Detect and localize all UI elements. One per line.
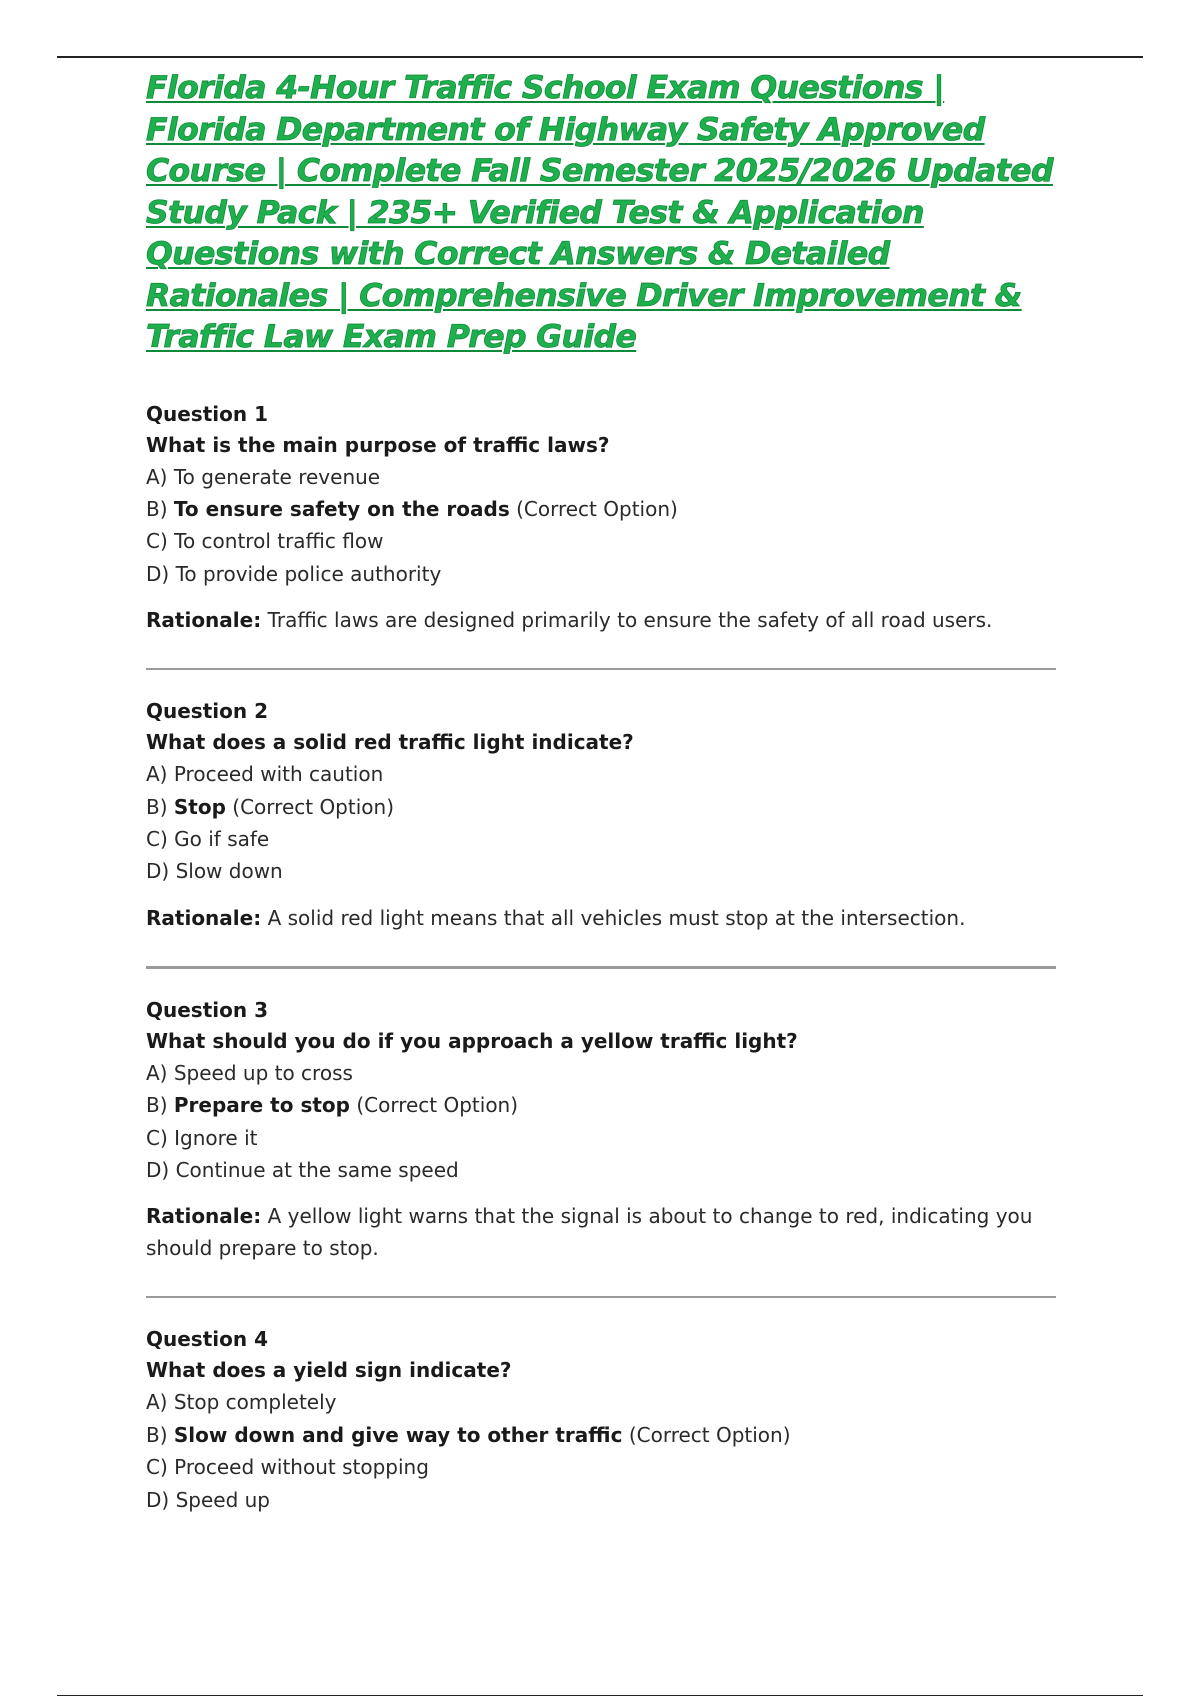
option-letter: C) [146, 826, 168, 851]
question-1 [146, 399, 1066, 637]
bottom-rule [57, 1695, 1143, 1696]
option-text: Prepare to stop [173, 1093, 350, 1118]
option-d [146, 1154, 1066, 1186]
section-divider [146, 966, 1056, 969]
option-letter: D) [146, 561, 170, 586]
option-letter: A) [146, 464, 168, 489]
option-c [146, 525, 1066, 557]
option-text: Proceed without stopping [174, 1455, 429, 1480]
correct-option-note: (Correct Option) [232, 794, 394, 819]
option-letter: D) [146, 859, 170, 884]
option-letter: A) [146, 762, 168, 787]
question-text: What does a solid red traffic light indicate? [146, 730, 634, 755]
option-c [146, 1122, 1066, 1154]
option-b-correct [146, 1089, 1066, 1121]
correct-option-note: (Correct Option) [628, 1422, 791, 1447]
section-divider [146, 668, 1056, 670]
option-text: To control traffic flow [174, 529, 384, 554]
option-letter: C) [146, 1125, 168, 1150]
option-text: Go if safe [174, 826, 270, 851]
option-d [146, 1484, 1066, 1516]
option-text: To generate revenue [173, 464, 381, 489]
rationale [146, 902, 1066, 934]
rationale-text: Traffic laws are designed primarily to ensure the safety of all road users. [267, 608, 993, 633]
question-text: What is the main purpose of traffic laws? [146, 432, 610, 457]
rationale-label: Rationale: [146, 1204, 262, 1229]
rationale [146, 1200, 1066, 1264]
question-number: Question 1 [146, 401, 268, 426]
option-letter: C) [146, 529, 168, 554]
option-text: Stop completely [173, 1390, 337, 1415]
option-letter: D) [146, 1487, 170, 1512]
option-letter: C) [146, 1455, 168, 1480]
rationale-label: Rationale: [146, 608, 262, 633]
option-text: Continue at the same speed [175, 1157, 459, 1182]
option-text: To provide police authority [175, 561, 442, 586]
option-text: Ignore it [174, 1125, 258, 1150]
document-body [146, 68, 1066, 1516]
question-text: What should you do if you approach a yellow traffic light? [146, 1028, 798, 1053]
option-letter: A) [146, 1390, 168, 1415]
top-rule [57, 56, 1143, 58]
option-c [146, 823, 1066, 855]
option-b-correct [146, 493, 1066, 525]
option-text: Speed up [175, 1487, 270, 1512]
option-letter: D) [146, 1157, 170, 1182]
question-4 [146, 1324, 1066, 1516]
option-letter: B) [146, 794, 168, 819]
option-letter: B) [146, 496, 168, 521]
option-letter: B) [146, 1422, 168, 1447]
correct-option-note: (Correct Option) [516, 496, 678, 521]
question-number: Question 2 [146, 699, 268, 724]
question-2 [146, 696, 1066, 934]
option-text: To ensure safety on the roads [173, 496, 510, 521]
question-number: Question 4 [146, 1327, 268, 1352]
rationale-label: Rationale: [146, 905, 262, 930]
rationale-text: A solid red light means that all vehicles must stop at the intersection. [267, 905, 966, 930]
section-divider [146, 1296, 1056, 1298]
option-a [146, 1057, 1066, 1089]
option-text: Speed up to cross [173, 1060, 353, 1085]
option-a [146, 1386, 1066, 1418]
question-3 [146, 995, 1066, 1265]
rationale [146, 604, 1066, 636]
option-letter: A) [146, 1060, 168, 1085]
question-number: Question 3 [146, 997, 268, 1022]
correct-option-note: (Correct Option) [356, 1093, 519, 1118]
option-b-correct [146, 791, 1066, 823]
option-d [146, 855, 1066, 887]
option-text: Slow down and give way to other traffic [173, 1422, 623, 1447]
rationale-text: A yellow light warns that the signal is about to change to red, indicating you should prepare to stop. [146, 1204, 1033, 1261]
document-title[interactable]: Florida 4-Hour Traffic School Exam Questions | Florida Department of Highway Safety Approved Course | Complete Fall Semester 2025/2026 Updated Study Pack | 235+ Verified Test & Application Questions with Correct Answers & Detailed Rationales | Comprehensive Driver Improvement & Traffic Law Exam Prep Guide [146, 70, 1053, 355]
option-b-correct [146, 1419, 1066, 1451]
option-text: Proceed with caution [173, 762, 384, 787]
option-a [146, 758, 1066, 790]
question-text: What does a yield sign indicate? [146, 1358, 512, 1383]
option-d [146, 558, 1066, 590]
option-letter: B) [146, 1093, 168, 1118]
option-c [146, 1451, 1066, 1483]
option-text: Slow down [175, 859, 283, 884]
option-a [146, 461, 1066, 493]
option-text: Stop [173, 794, 226, 819]
